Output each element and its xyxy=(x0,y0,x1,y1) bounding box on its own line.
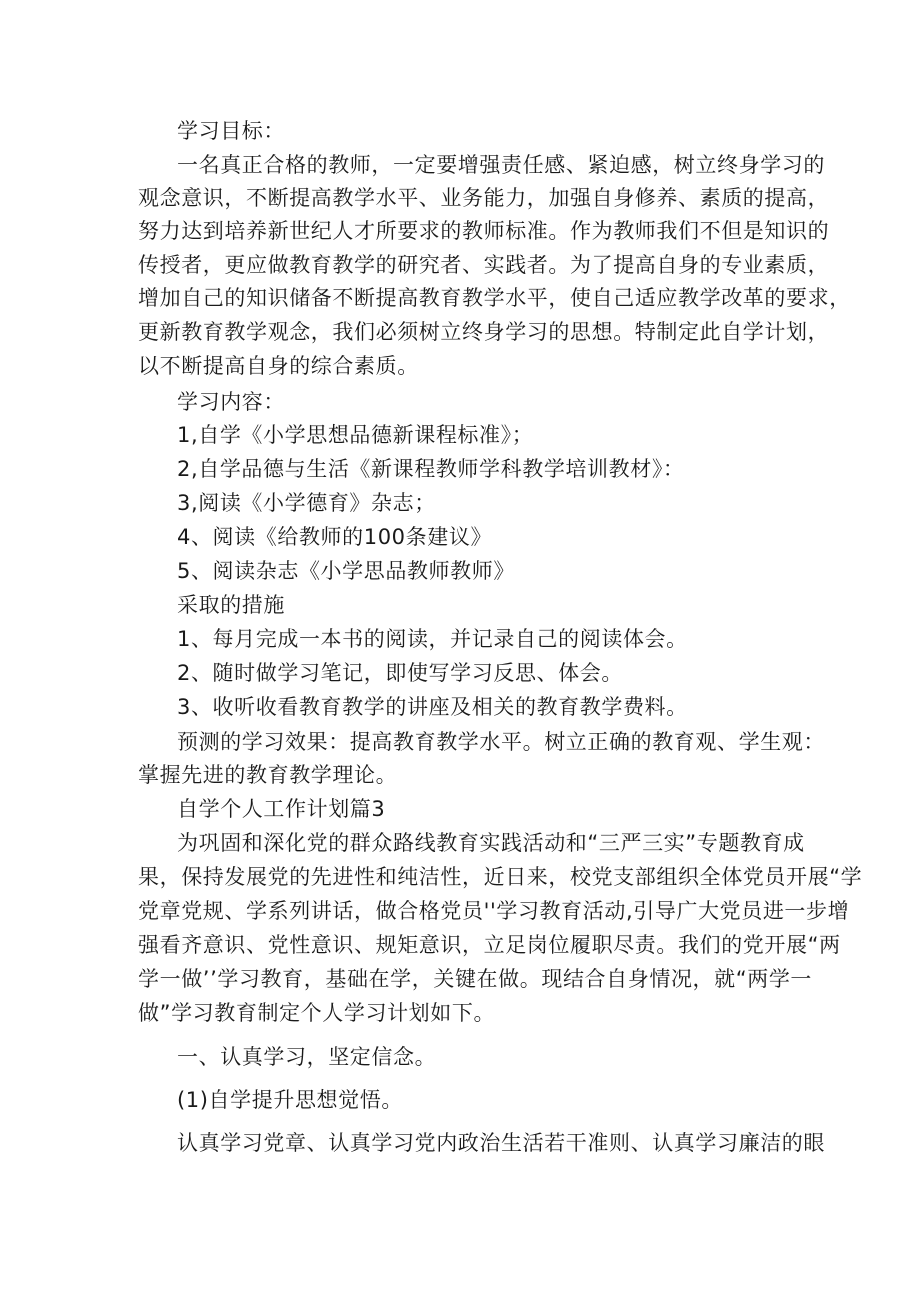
goal-line-5: 增加自己的知识储备不断提高教育教学水平，使自己适应教学改革的要求， xyxy=(138,286,851,310)
content-heading: 学习内容： xyxy=(177,390,285,414)
plan3-line-6: 做”学习教育制定个人学习计划如下。 xyxy=(138,1001,496,1025)
effect-line-2: 掌握先进的教育教学理论。 xyxy=(138,763,398,787)
plan3-line-4: 强看齐意识、党性意识、规矩意识，立足岗位履职尽责。我们的党开展“两 xyxy=(138,933,841,957)
study-subheading: (1)自学提升思想觉悟。 xyxy=(177,1088,403,1112)
plan3-line-5: 学一做’’学习教育，基础在学，关键在做。现结合自身情况，就“两学一 xyxy=(138,967,813,991)
content-item-1: 1,自学《小学思想品德新课程标准》； xyxy=(177,423,534,447)
content-item-3: 3,阅读《小学德育》杂志； xyxy=(177,491,436,515)
plan3-title: 自学个人工作计划篇3 xyxy=(177,797,386,821)
plan3-line-3: 党章党规、学系列讲话，做合格党员''学习教育活动,引导广大党员进一步增 xyxy=(138,899,850,923)
goal-line-7: 以不断提高自身的综合素质。 xyxy=(138,354,419,378)
plan3-line-2: 果，保持发展党的先进性和纯洁性，近日来，校党支部组织全体党员开展“学 xyxy=(138,865,863,889)
content-item-2: 2,自学品德与生活《新课程教师学科教学培训教材》： xyxy=(177,457,685,481)
measures-heading: 采取的措施 xyxy=(177,593,285,617)
content-item-4: 4、阅读《给教师的100条建议》 xyxy=(177,525,493,549)
measures-item-3: 3、收听收看教育教学的讲座及相关的教育教学费料。 xyxy=(177,695,688,719)
goal-line-3: 努力达到培养新世纪人才所要求的教师标准。作为教师我们不但是知识的 xyxy=(138,219,830,243)
goal-line-2: 观念意识，不断提高教学水平、业务能力，加强自身修养、素质的提高， xyxy=(138,186,830,210)
study-heading: 一、认真学习，坚定信念。 xyxy=(177,1045,437,1069)
goal-heading: 学习目标： xyxy=(177,119,285,143)
plan3-line-1: 为巩固和深化党的群众路线教育实践活动和“三严三实”专题教育成 xyxy=(177,831,805,855)
study-last-line: 认真学习党章、认真学习党内政治生活若干准则、认真学习廉洁的眼 xyxy=(177,1131,825,1155)
measures-item-1: 1、每月完成一本书的阅读，并记录自己的阅读体会。 xyxy=(177,627,688,651)
goal-line-1: 一名真正合格的教师，一定要增强责任感、紧迫感，树立终身学习的 xyxy=(177,153,825,177)
effect-line-1: 预测的学习效果：提高教育教学水平。树立正确的教育观、学生观： xyxy=(177,730,825,754)
content-item-5: 5、阅读杂志《小学思品教师教师》 xyxy=(177,559,515,583)
goal-line-4: 传授者，更应做教育教学的研究者、实践者。为了提高自身的专业素质， xyxy=(138,253,830,277)
measures-item-2: 2、随时做学习笔记，即使写学习反思、体会。 xyxy=(177,661,623,685)
goal-line-6: 更新教育教学观念，我们必须树立终身学习的思想。特制定此自学计划， xyxy=(138,320,830,344)
